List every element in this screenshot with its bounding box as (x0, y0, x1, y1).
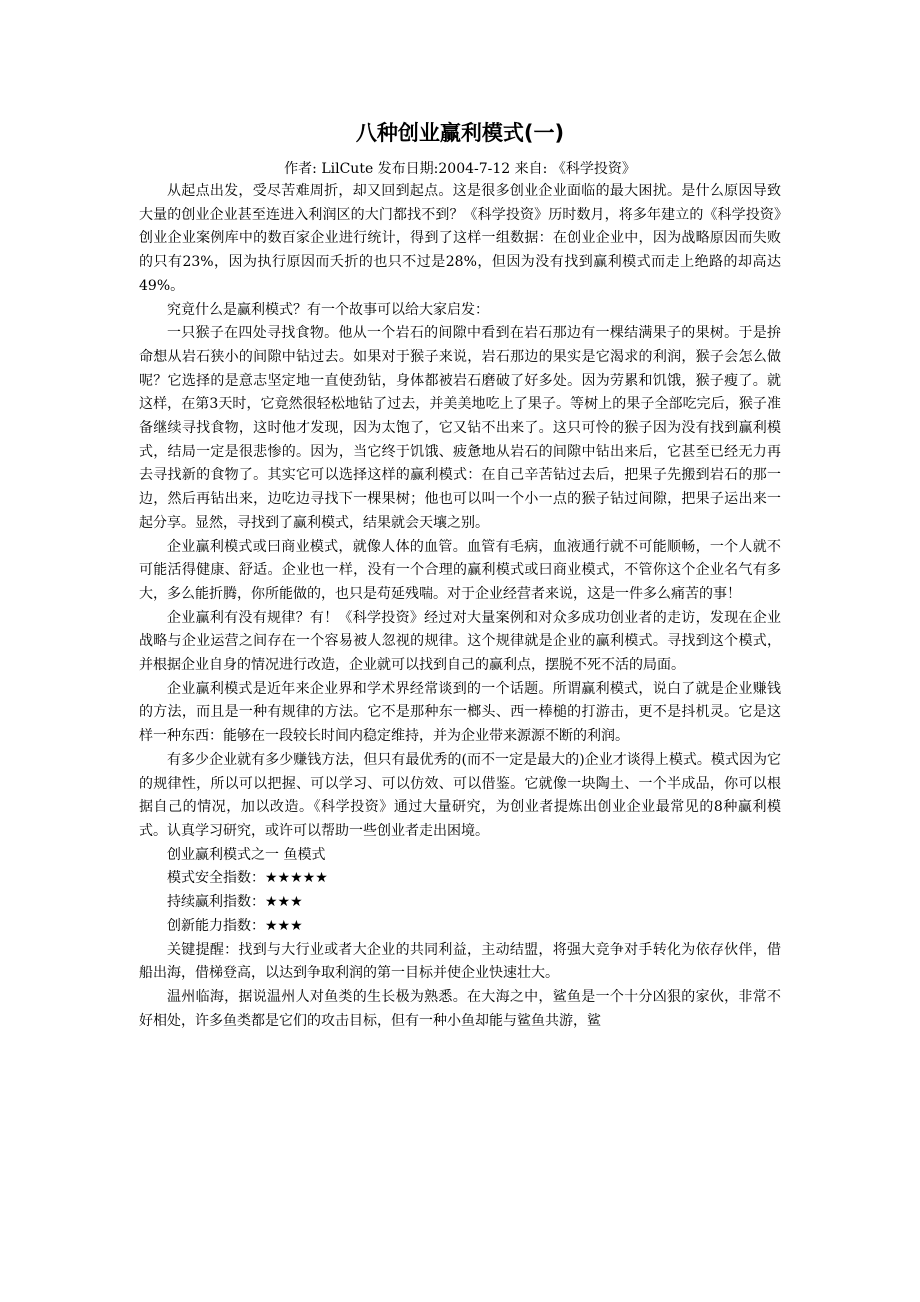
paragraph: 究竟什么是赢利模式？有一个故事可以给大家启发： (167, 301, 489, 318)
model-heading: 创业赢利模式之一 鱼模式 (167, 846, 326, 863)
rating-label: 持续赢利指数： (167, 894, 265, 911)
paragraph: 有多少企业就有多少赚钱方法，但只有最优秀的(而不一定是最大的)企业才谈得上模式。模式因为它的规律性，所以可以把握、可以学习、可以仿效、可以借鉴。它就像一块陶土、一个半成品，你可以根据自己的情况，加以改造。《科学投资》通过大量研究，为创业者提炼出创业企业最常见的8种赢利模式。认真学习研究，或许可以帮助一些创业者走出困境。 (139, 751, 781, 839)
byline: 作者: LilCute 发布日期:2004-7-12 来自: 《科学投资》 (284, 161, 636, 177)
rating-label: 创新能力指数： (167, 917, 265, 934)
document-page (139, 118, 781, 1033)
paragraph: 企业赢利模式是近年来企业界和学术界经常谈到的一个话题。所谓赢利模式，说白了就是企业赚钱的方法，而且是一种有规律的方法。它不是那种东一榔头、西一棒槌的打游击，更不是抖机灵。它是这样一种东西：能够在一段较长时间内稳定维持，并为企业带来源源不断的利润。 (139, 680, 781, 745)
rating-innovation (139, 915, 781, 939)
paragraph: 企业赢利有没有规律？有！《科学投资》经过对大量案例和对众多成功创业者的走访，发现在企业战略与企业运营之间存在一个容易被人忽视的规律。这个规律就是企业的赢利模式。寻找到这个模式，并根据企业自身的情况进行改造，企业就可以找到自己的赢利点，摆脱不死不活的局面。 (139, 609, 781, 674)
rating-stars: ★★★ (265, 894, 303, 911)
document-title: 八种创业赢利模式(一) (355, 121, 565, 145)
paragraph: 从起点出发，受尽苦难周折，却又回到起点。这是很多创业企业面临的最大困扰。是什么原因导致大量的创业企业甚至连进入利润区的大门都找不到？《科学投资》历时数月，将多年建立的《科学投资》创业企业案例库中的数百家企业进行统计，得到了这样一组数据：在创业企业中，因为战略原因而失败的只有23%，因为执行原因而夭折的也只不过是28%，但因为没有找到赢利模式而走上绝路的却高达49%。 (139, 183, 781, 294)
paragraph: 一只猴子在四处寻找食物。他从一个岩石的间隙中看到在岩石那边有一棵结满果子的果树。于是拚命想从岩石狭小的间隙中钻过去。如果对于猴子来说，岩石那边的果实是它渴求的利润，猴子会怎么做呢？它选择的是意志坚定地一直使劲钻，身体都被岩石磨破了好多处。因为劳累和饥饿，猴子瘦了。就这样，在第3天时，它竟然很轻松地钻了过去，并美美地吃上了果子。等树上的果子全部吃完后，猴子准备继续寻找食物，这时他才发现，因为太饱了，它又钻不出来了。这只可怜的猴子因为没有找到赢利模式，结局一定是很悲惨的。因为，当它终于饥饿、疲惫地从岩石的间隙中钻出来后，它甚至已经无力再去寻找新的食物了。其实它可以选择这样的赢利模式：在自己辛苦钻过去后，把果子先搬到岩石的那一边，然后再钻出来，边吃边寻找下一棵果树；他也可以叫一个小一点的猴子钻过间隙，把果子运出来一起分享。显然，寻找到了赢利模式，结果就会天壤之别。 (139, 325, 781, 531)
rating-label: 模式安全指数： (167, 870, 265, 887)
rating-safety (139, 867, 781, 891)
rating-sustainability (139, 891, 781, 915)
key-tip-paragraph: 关键提醒：找到与大行业或者大企业的共同利益，主动结盟，将强大竞争对手转化为依存伙伴，借船出海，借梯登高，以达到争取利润的第一目标并使企业快速壮大。 (139, 941, 781, 982)
rating-stars: ★★★★★ (265, 870, 328, 887)
paragraph: 企业赢利模式或曰商业模式，就像人体的血管。血管有毛病，血液通行就不可能顺畅，一个人就不可能活得健康、舒适。企业也一样，没有一个合理的赢利模式或曰商业模式，不管你这个企业名气有多大，多么能折腾，你所能做的，也只是苟延残喘。对于企业经营者来说，这是一件多么痛苦的事！ (139, 538, 781, 602)
rating-stars: ★★★ (265, 917, 303, 934)
story-paragraph: 温州临海，据说温州人对鱼类的生长极为熟悉。在大海之中，鲨鱼是一个十分凶狠的家伙，非常不好相处，许多鱼类都是它们的攻击目标，但有一种小鱼却能与鲨鱼共游，鲨 (139, 988, 781, 1029)
